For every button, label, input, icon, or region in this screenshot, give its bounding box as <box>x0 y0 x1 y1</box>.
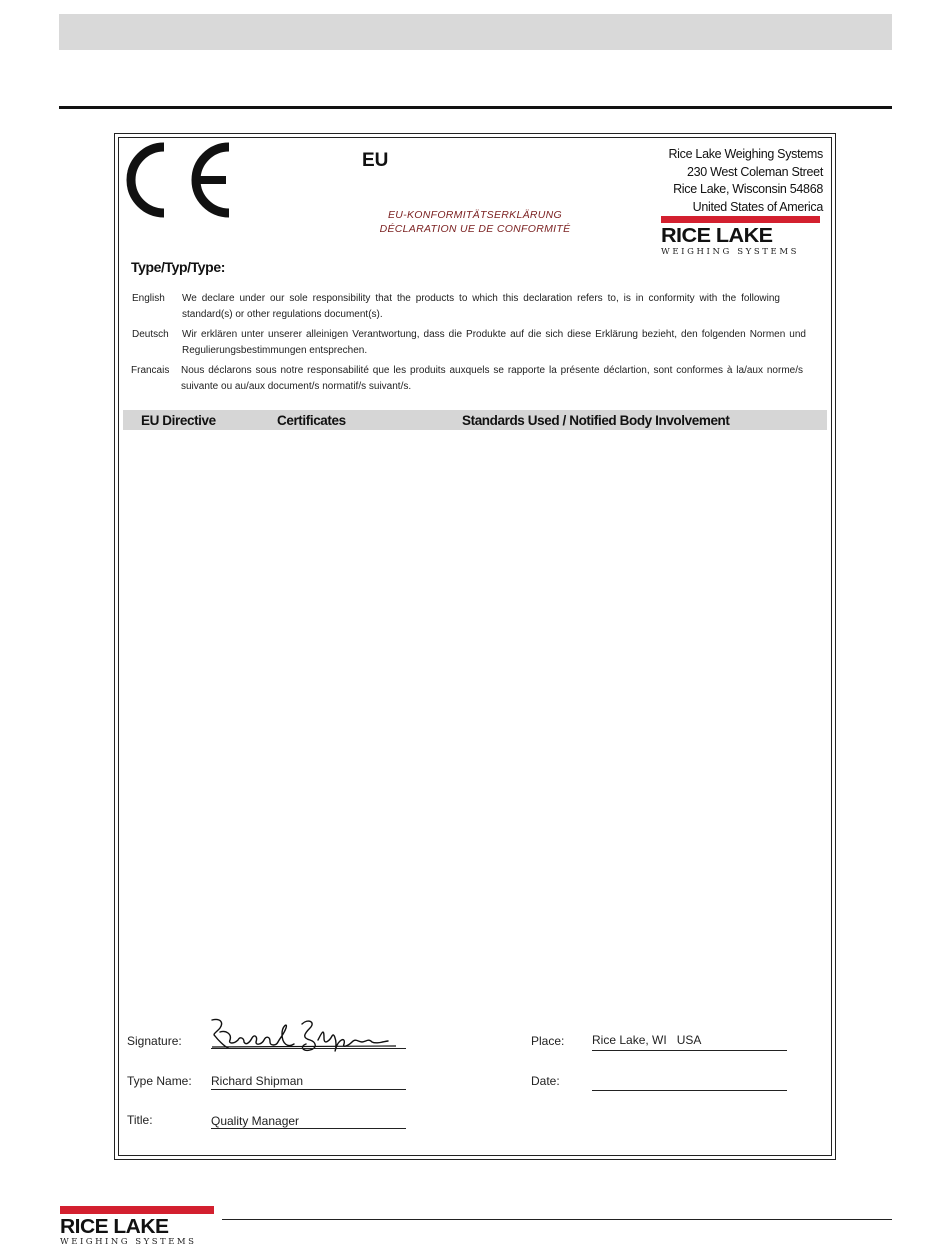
footer-rule <box>222 1219 892 1220</box>
rice-lake-logo <box>661 216 820 257</box>
logo-red-bar <box>661 216 820 223</box>
place-value: Rice Lake, WI USA <box>592 1033 702 1047</box>
declaration-lang-deutsch: Deutsch <box>132 329 169 340</box>
type-label: Type/Typ/Type: <box>131 259 225 275</box>
declaration-text-deutsch: Wir erklären unter unserer alleinigen Verantwortung, dass die Produkte auf die sich diese Erklärung bezieht, den folgenden Normen und Regulierungsbestimmungen entsprechen. <box>182 329 806 356</box>
ce-mark-icon <box>124 140 234 220</box>
place-underline <box>592 1050 787 1051</box>
type-name-underline <box>211 1089 406 1090</box>
company-name: Rice Lake Weighing Systems <box>668 147 823 161</box>
logo-tagline: WEIGHING SYSTEMS <box>661 247 800 257</box>
footer-rice-lake-logo <box>60 1206 214 1247</box>
directive-table-header <box>123 410 827 430</box>
subtitle-german: EU-KONFORMITÄTSERKLÄRUNG <box>387 209 563 221</box>
footer-logo-wordmark: RICE LAKE <box>60 1216 169 1238</box>
company-street: 230 West Coleman Street <box>687 164 823 179</box>
document-title: EU <box>362 150 389 171</box>
logo-wordmark: RICE LAKE <box>661 225 773 247</box>
place-label: Place: <box>531 1034 565 1048</box>
header-rule <box>59 106 892 109</box>
title-label: Title: <box>127 1113 153 1127</box>
company-address <box>668 146 823 216</box>
signature-underline <box>211 1048 406 1049</box>
column-standards: Standards Used / Notified Body Involvement <box>462 413 730 428</box>
signature-label: Signature: <box>127 1034 182 1048</box>
declaration-lang-francais: Francais <box>131 365 170 376</box>
footer-logo-red-bar <box>60 1206 214 1214</box>
column-eu-directive: EU Directive <box>141 413 216 428</box>
footer-logo-tagline: WEIGHING SYSTEMS <box>60 1237 197 1247</box>
date-label: Date: <box>531 1074 560 1088</box>
type-name-value: Richard Shipman <box>211 1074 304 1088</box>
column-certificates: Certificates <box>277 413 346 428</box>
subtitle-french: DÉCLARATION UE DE CONFORMITÉ <box>379 223 571 235</box>
date-underline <box>592 1090 787 1091</box>
company-city: Rice Lake, Wisconsin 54868 <box>673 182 823 196</box>
company-country: United States of America <box>692 199 823 214</box>
declaration-text-francais: Nous déclarons sous notre responsabilité que les produits auxquels se rapporte la présente déclartion, sont conformes à la/aux norme/s suivante ou au/aux document/s normatif/s suivant/s. <box>181 365 803 392</box>
declaration-text-english: We declare under our sole responsibility that the products to which this declaration refers to, is in conformity with the following standard(s) or other regulations document(s). <box>182 293 780 320</box>
header-band <box>59 14 892 50</box>
declaration-frame <box>114 133 836 1160</box>
title-value: Quality Manager <box>211 1114 300 1128</box>
declaration-frame-inner <box>118 137 832 1156</box>
title-underline <box>211 1128 406 1129</box>
declaration-lang-english: English <box>132 293 165 304</box>
type-name-label: Type Name: <box>127 1074 192 1088</box>
